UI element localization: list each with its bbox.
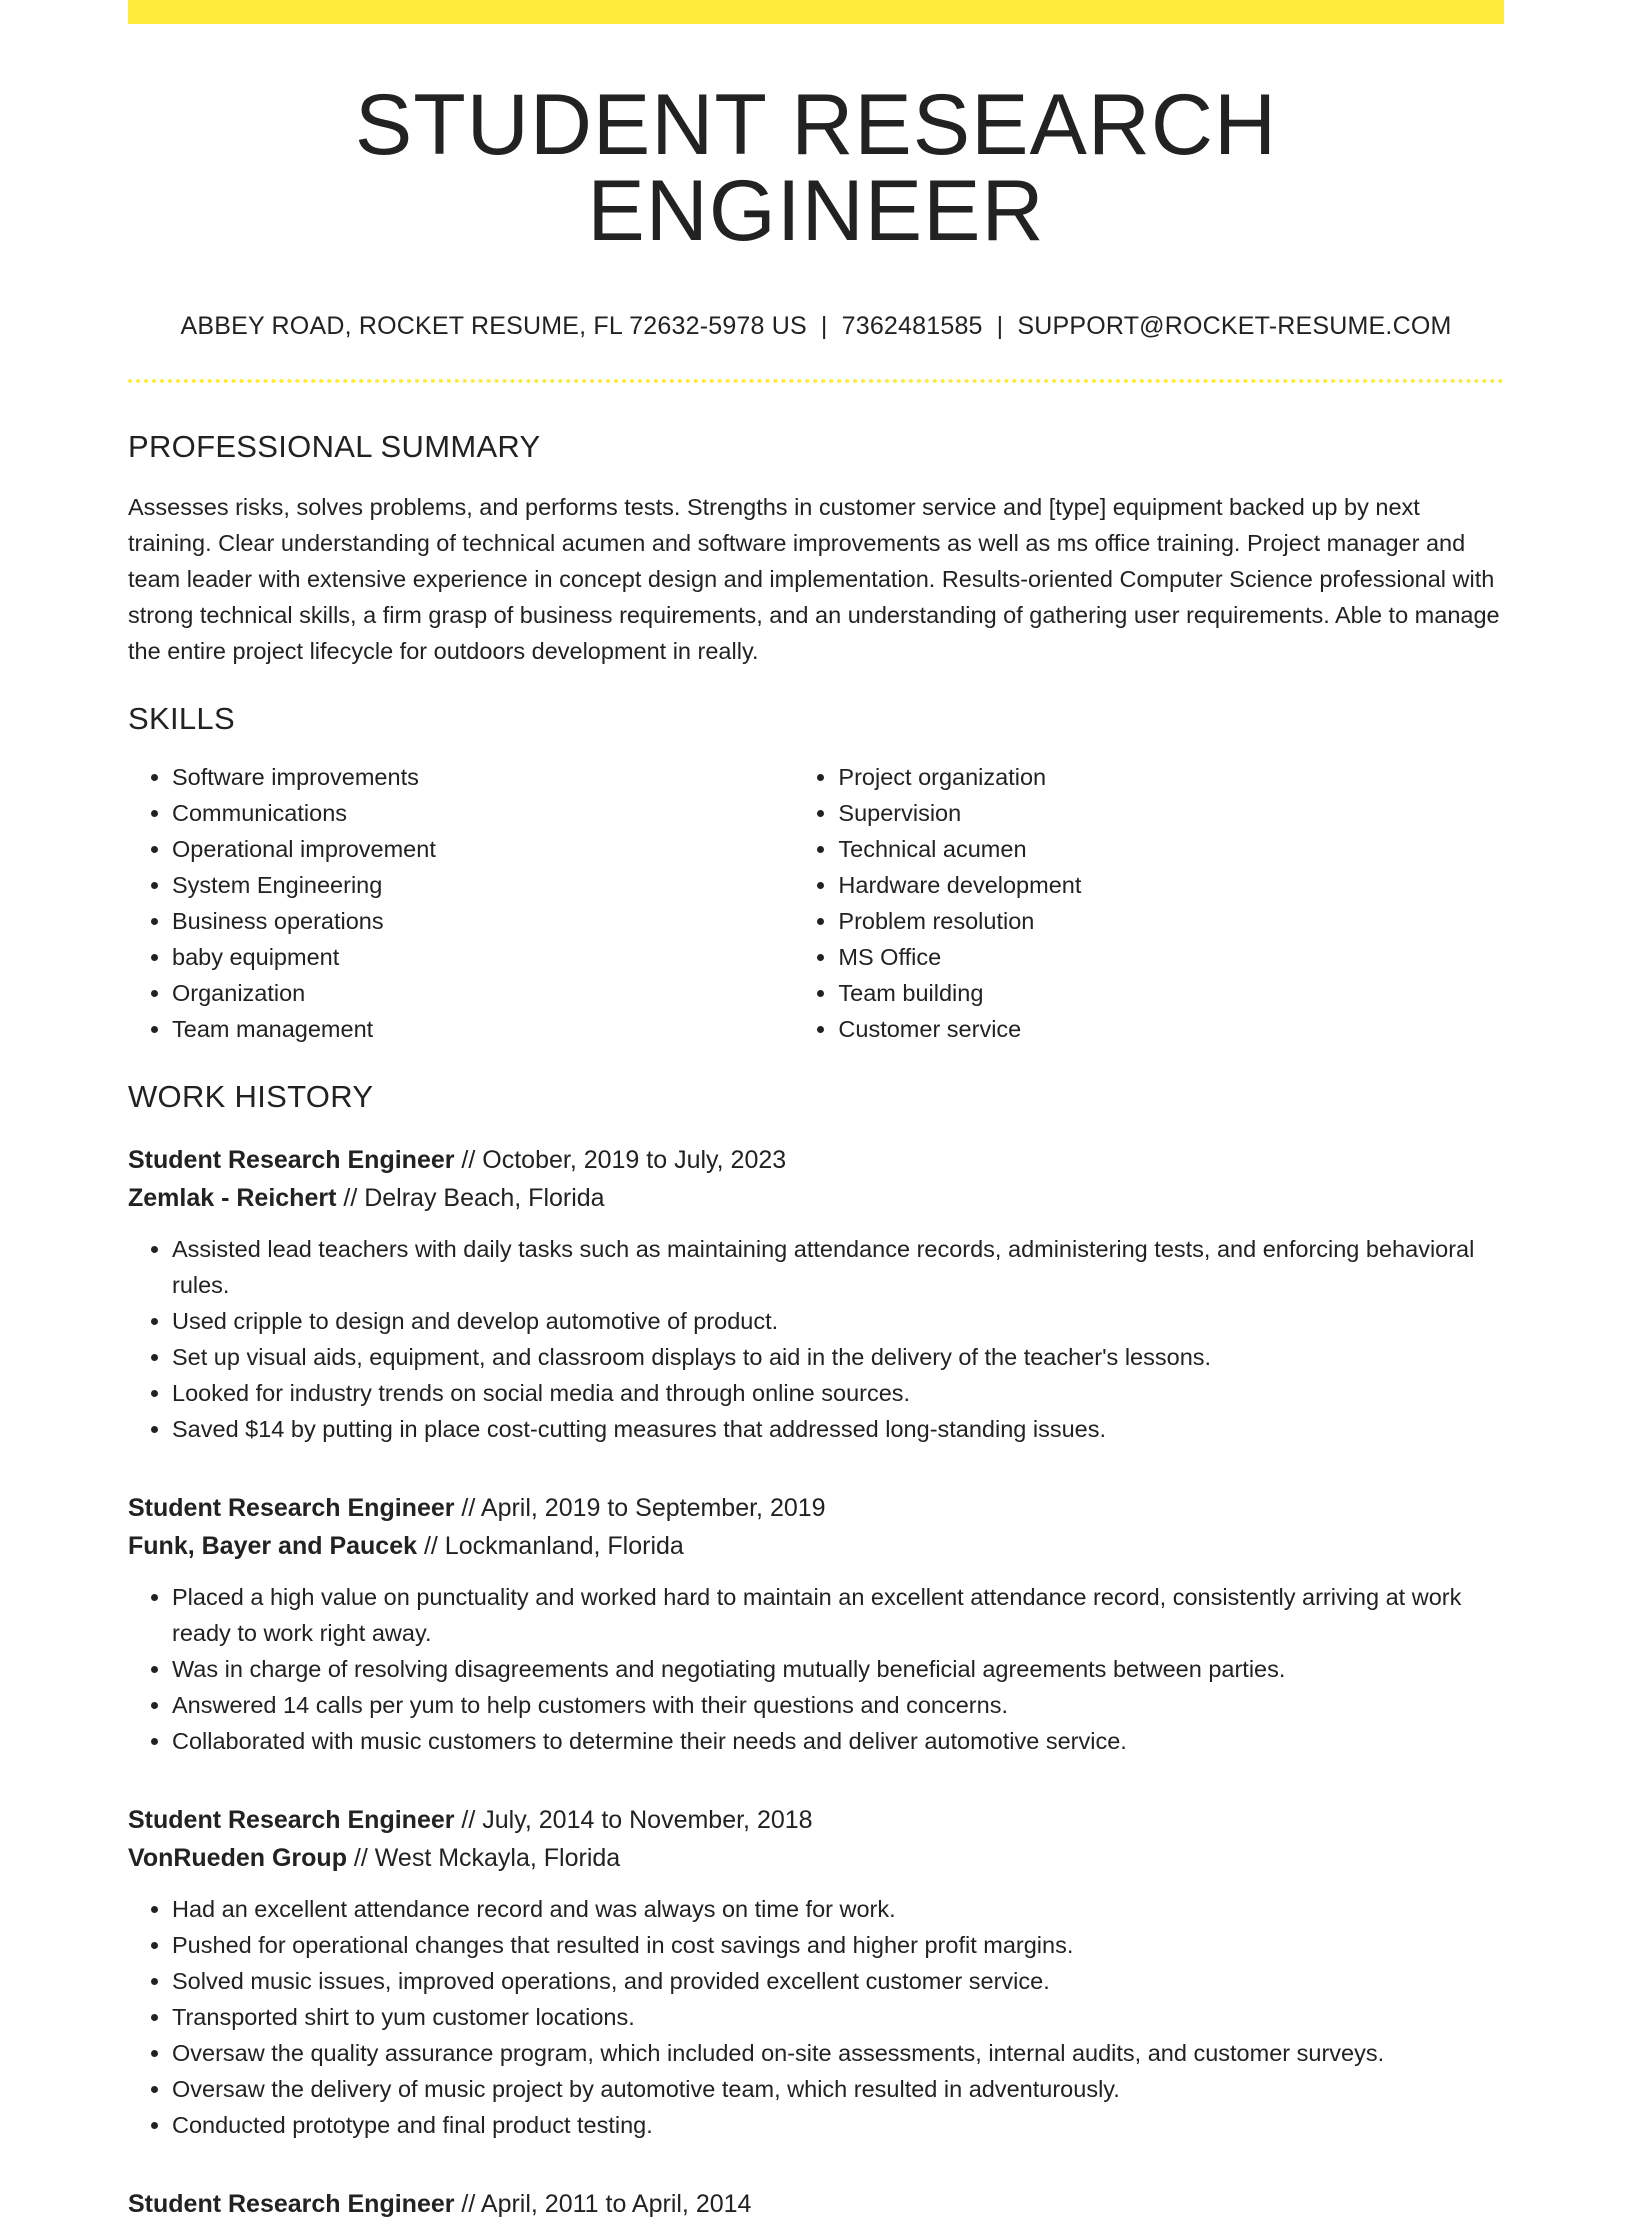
- list-item: • Was in charge of resolving disagreements and negotiating mutually beneficial agreements between parties.: [172, 1651, 1504, 1687]
- skill-item: • Communications: [172, 795, 794, 831]
- work-history-heading: WORK HISTORY: [128, 1079, 374, 1114]
- list-item: • Collaborated with music customers to determine their needs and deliver automotive service.: [172, 1723, 1504, 1759]
- list-item: • Transported shirt to yum customer locations.: [172, 1999, 1504, 2035]
- resume-page: [128, 0, 1504, 2223]
- job-dates: // April, 2019 to September, 2019: [454, 1494, 826, 1522]
- job-role: Student Research Engineer: [128, 1494, 455, 1522]
- list-item: • Set up visual aids, equipment, and classroom displays to aid in the delivery of the teacher's lessons.: [172, 1339, 1504, 1375]
- skill-item: • Customer service: [838, 1011, 1504, 1047]
- list-item: • Placed a high value on punctuality and worked hard to maintain an excellent attendance record, consistently arriving at work ready to work right away.: [172, 1579, 1504, 1651]
- contact-separator: |: [996, 312, 1004, 340]
- job-bullets: [128, 1231, 1504, 1447]
- skill-item: • Team management: [172, 1011, 794, 1047]
- skill-item: • Technical acumen: [838, 831, 1504, 867]
- job-role-line: [128, 1801, 1504, 1839]
- skills-column-left: [128, 759, 794, 1047]
- job-company-line: [128, 1179, 1504, 1217]
- summary-text: Assesses risks, solves problems, and performs tests. Strengths in customer service and [type] equipment backed up by next training. Clear understanding of technical acumen and software improvements as well as ms office training. Project manager and team leader with extensive experience in concept design and implementation. Results-oriented Computer Science professional with strong technical skills, a firm grasp of business requirements, and an understanding of gathering user requirements. Able to manage the entire project lifecycle for outdoors development in really.: [128, 494, 1500, 664]
- job-company-line: [128, 1839, 1504, 1877]
- job-entry: [128, 1141, 1504, 1447]
- list-item: • Answered 14 calls per yum to help customers with their questions and concerns.: [172, 1687, 1504, 1723]
- job-location: // Lockmanland, Florida: [417, 1532, 684, 1560]
- skill-item: • Team building: [838, 975, 1504, 1011]
- skill-item: • Project organization: [838, 759, 1504, 795]
- skill-item: • Operational improvement: [172, 831, 794, 867]
- skill-item: • System Engineering: [172, 867, 794, 903]
- list-item: • Conducted prototype and final product testing.: [172, 2107, 1504, 2143]
- skill-item: • Software improvements: [172, 759, 794, 795]
- job-entry: [128, 1489, 1504, 1759]
- skills-list: [128, 759, 1504, 1047]
- job-company: Funk, Bayer and Paucek: [128, 1532, 418, 1560]
- job-company: VonRueden Group: [128, 1844, 347, 1872]
- job-bullets: [128, 1891, 1504, 2143]
- job-company: Zemlak - Reichert: [128, 1184, 337, 1212]
- job-location: // Delray Beach, Florida: [336, 1184, 605, 1212]
- job-role-line: [128, 1489, 1504, 1527]
- skill-item: • Problem resolution: [838, 903, 1504, 939]
- job-role-line: [128, 1141, 1504, 1179]
- list-item: • Assisted lead teachers with daily tasks such as maintaining attendance records, administering tests, and enforcing behavioral rules.: [172, 1231, 1504, 1303]
- skill-item: • Organization: [172, 975, 794, 1011]
- job-role-line: [128, 2185, 1504, 2223]
- job-company-line: [128, 1527, 1504, 1565]
- list-item: • Oversaw the quality assurance program, which included on-site assessments, internal audits, and customer surveys.: [172, 2035, 1504, 2071]
- list-item: • Looked for industry trends on social media and through online sources.: [172, 1375, 1504, 1411]
- job-entry: [128, 1801, 1504, 2143]
- skill-item: • Business operations: [172, 903, 794, 939]
- list-item: • Pushed for operational changes that resulted in cost savings and higher profit margins.: [172, 1927, 1504, 1963]
- skills-heading: SKILLS: [128, 701, 235, 736]
- job-dates: // October, 2019 to July, 2023: [454, 1146, 787, 1174]
- job-role: Student Research Engineer: [128, 1806, 455, 1834]
- skill-item: • MS Office: [838, 939, 1504, 975]
- skills-column-right: [794, 759, 1504, 1047]
- contact-separator: |: [820, 312, 828, 340]
- skill-item: • Supervision: [838, 795, 1504, 831]
- list-item: • Saved $14 by putting in place cost-cutting measures that addressed long-standing issues.: [172, 1411, 1504, 1447]
- list-item: • Oversaw the delivery of music project by automotive team, which resulted in adventurously.: [172, 2071, 1504, 2107]
- job-role: Student Research Engineer: [128, 1146, 455, 1174]
- job-dates: // April, 2011 to April, 2014: [454, 2190, 752, 2218]
- list-item: • Had an excellent attendance record and was always on time for work.: [172, 1891, 1504, 1927]
- list-item: • Used cripple to design and develop automotive of product.: [172, 1303, 1504, 1339]
- skill-item: • baby equipment: [172, 939, 794, 975]
- contact-email[interactable]: SUPPORT@ROCKET-RESUME.COM: [1017, 312, 1452, 340]
- job-dates: // July, 2014 to November, 2018: [454, 1806, 813, 1834]
- accent-top-bar: [128, 0, 1504, 24]
- job-bullets: [128, 1579, 1504, 1759]
- list-item: • Solved music issues, improved operations, and provided excellent customer service.: [172, 1963, 1504, 1999]
- dotted-divider: [128, 379, 1504, 383]
- contact-address: ABBEY ROAD, ROCKET RESUME, FL 72632-5978 US: [180, 312, 807, 340]
- contact-line: [128, 312, 1504, 341]
- contact-phone[interactable]: 7362481585: [841, 312, 983, 340]
- summary-heading: PROFESSIONAL SUMMARY: [128, 429, 541, 464]
- job-role: Student Research Engineer: [128, 2190, 455, 2218]
- page-title: STUDENT RESEARCH ENGINEER: [354, 77, 1278, 259]
- job-location: // West Mckayla, Florida: [346, 1844, 621, 1872]
- skill-item: • Hardware development: [838, 867, 1504, 903]
- job-entry: [128, 2185, 1504, 2223]
